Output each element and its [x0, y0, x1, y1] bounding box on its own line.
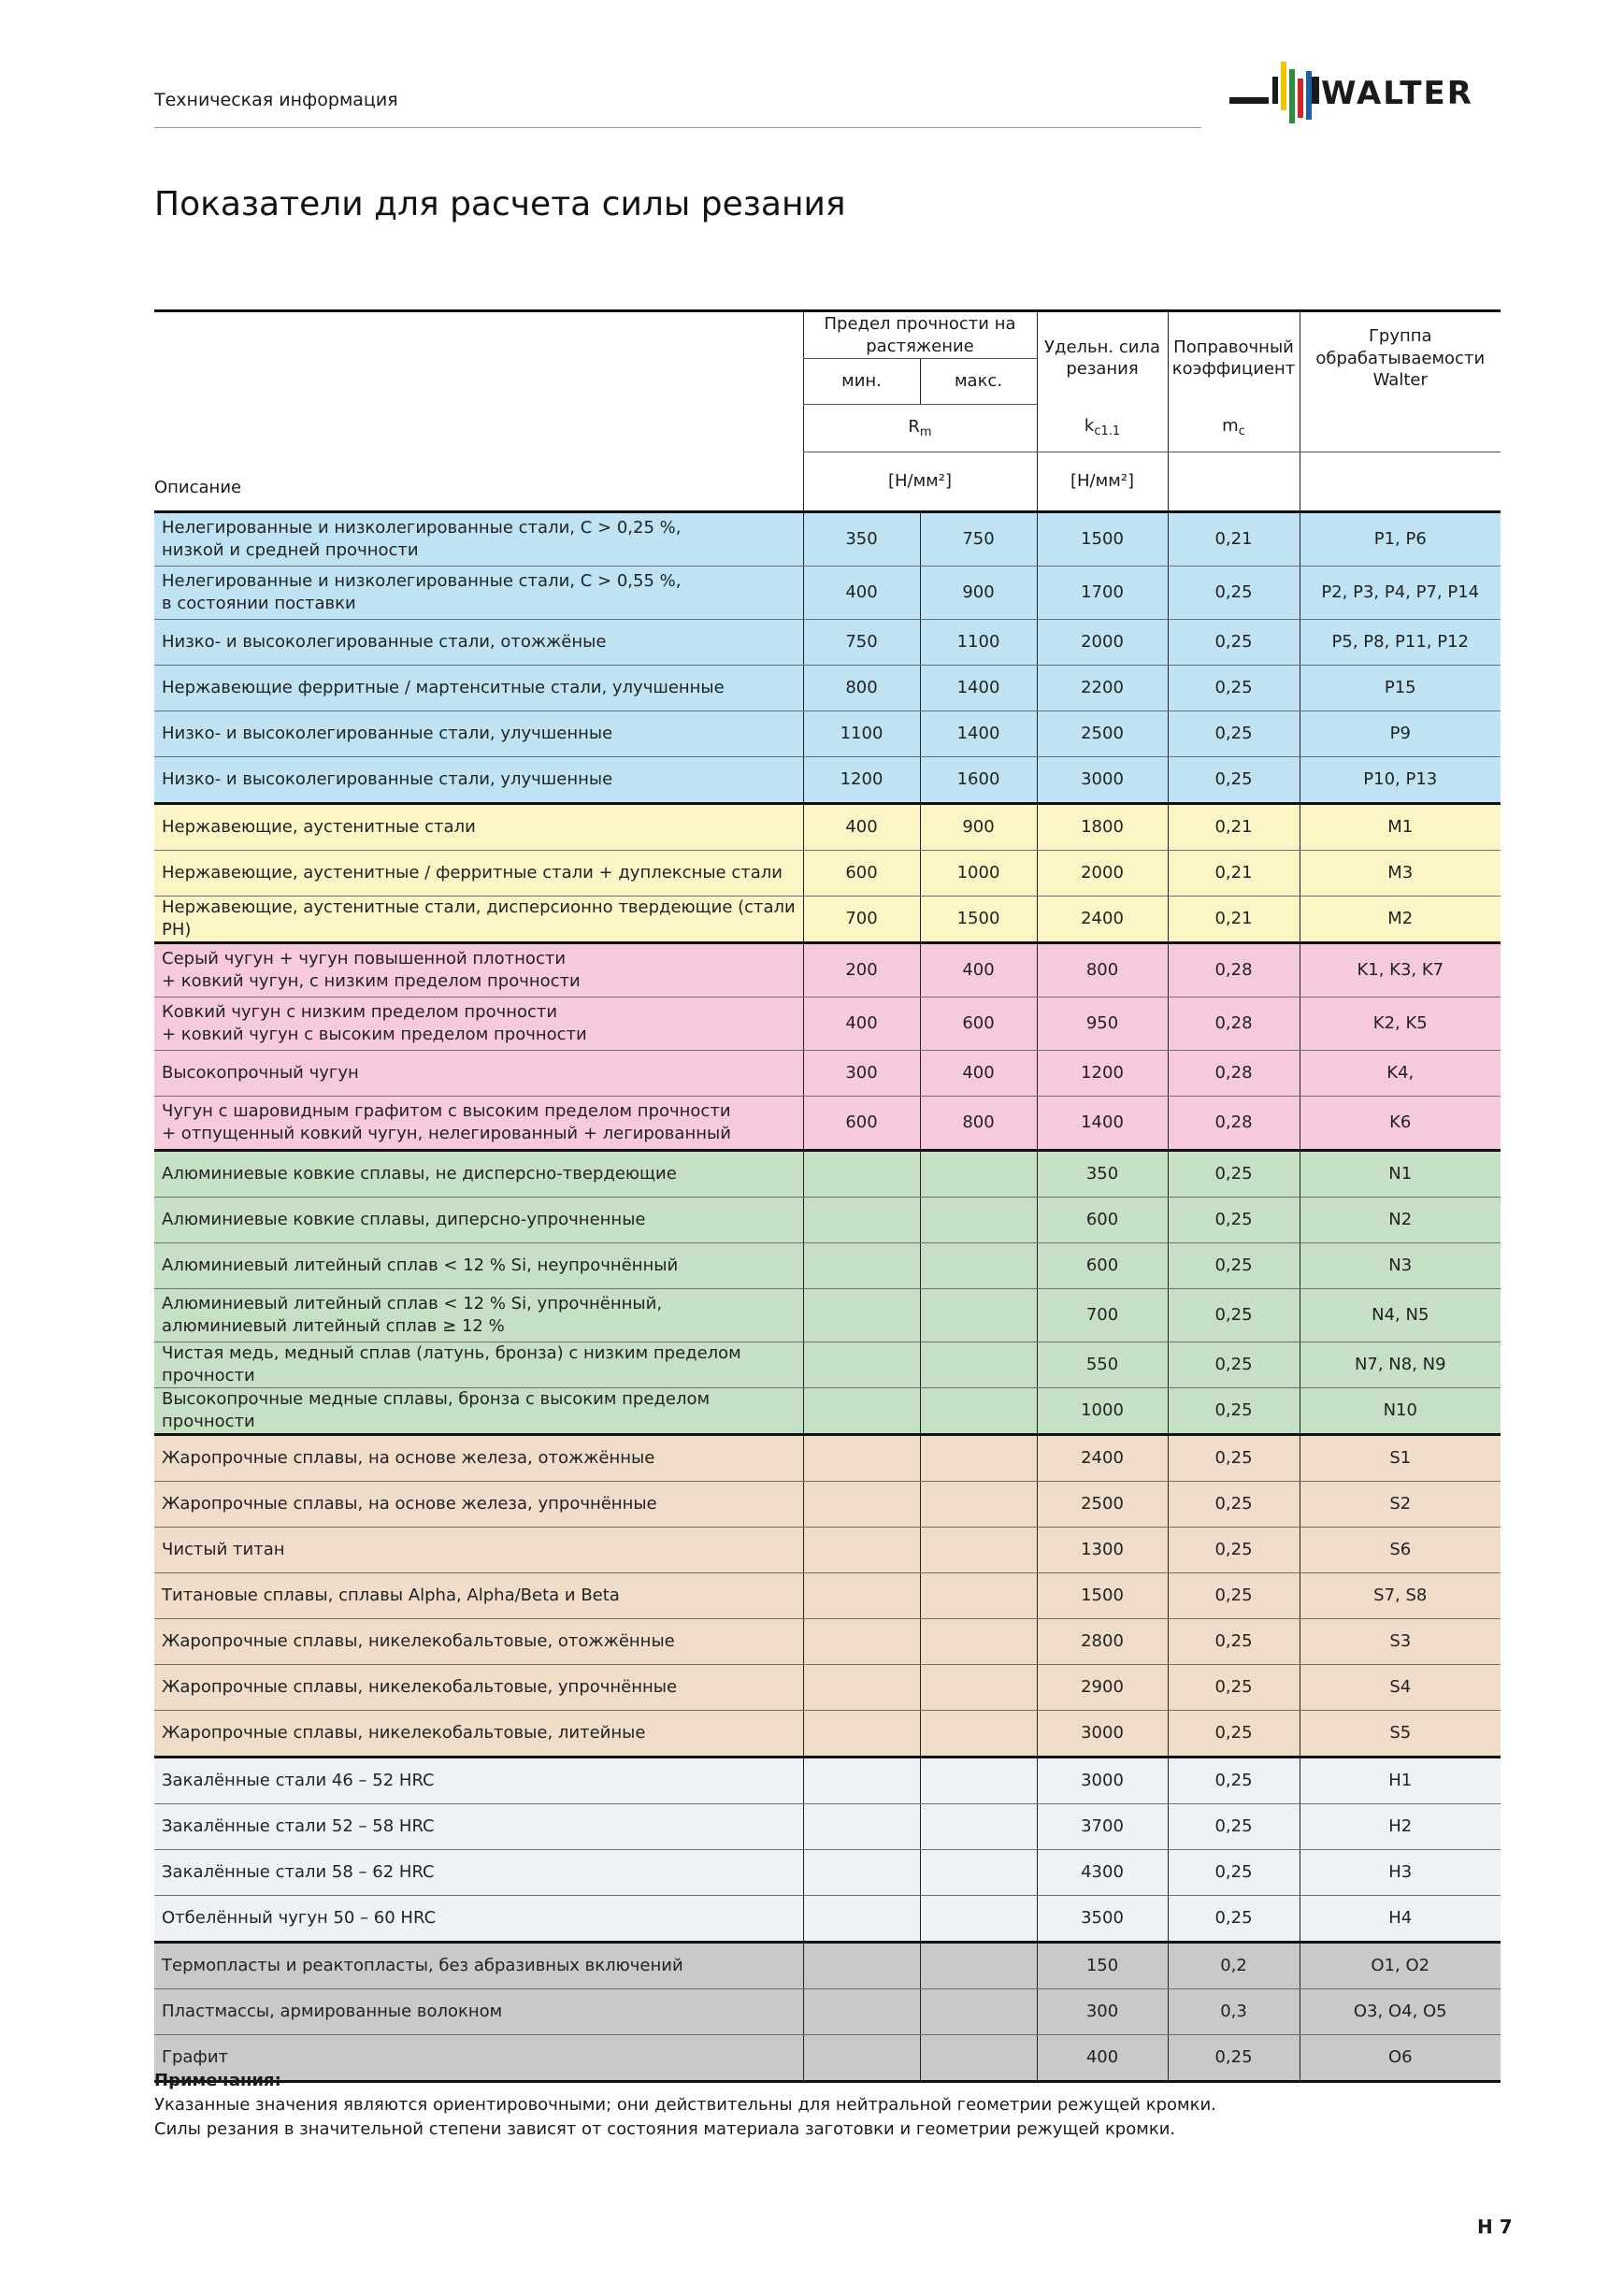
svg-text:WALTER: WALTER — [1321, 75, 1473, 112]
walter-group: H2 — [1300, 1803, 1501, 1849]
tensile-max: 750 — [920, 511, 1037, 566]
notes — [154, 2069, 1216, 2142]
specific-force-value: 150 — [1037, 1942, 1168, 1988]
tensile-min: 1100 — [803, 710, 920, 756]
correction-value: 0,25 — [1168, 710, 1300, 756]
specific-force-value: 2000 — [1037, 850, 1168, 896]
tensile-min — [803, 1618, 920, 1664]
tensile-max: 400 — [920, 942, 1037, 997]
tensile-max — [920, 1288, 1037, 1342]
tensile-max — [920, 1527, 1037, 1572]
kc-symbol: $k_{c1.1}$ — [1037, 405, 1168, 452]
walter-group: N1 — [1300, 1150, 1501, 1197]
table-row — [154, 665, 1501, 710]
correction-value: 0,2 — [1168, 1942, 1300, 1988]
correction-value: 0,25 — [1168, 2034, 1300, 2081]
specific-force-value: 2500 — [1037, 710, 1168, 756]
tensile-min — [803, 1242, 920, 1288]
correction-value: 0,3 — [1168, 1988, 1300, 2034]
tensile-max — [920, 1710, 1037, 1757]
specific-force-value: 350 — [1037, 1150, 1168, 1197]
walter-group: P15 — [1300, 665, 1501, 710]
tensile-max — [920, 1895, 1037, 1942]
material-description: Титановые сплавы, сплавы Alpha, Alpha/Beta и Beta — [154, 1572, 803, 1618]
notes-line-1: Указанные значения являются ориентировочными; они действительны для нейтральной геометрии режущей кромки. — [154, 2095, 1216, 2116]
material-description: Низко- и высоколегированные стали, отожжёные — [154, 619, 803, 665]
tensile-max — [920, 1481, 1037, 1527]
tensile-min — [803, 1150, 920, 1197]
correction-value: 0,25 — [1168, 1618, 1300, 1664]
walter-group: N10 — [1300, 1387, 1501, 1434]
material-description: Нержавеющие, аустенитные / ферритные стали + дуплексные стали — [154, 850, 803, 896]
correction-value: 0,28 — [1168, 1050, 1300, 1096]
material-description: Нержавеющие, аустенитные стали, дисперсионно твердеющие (стали PH) — [154, 896, 803, 942]
correction-value: 0,25 — [1168, 1288, 1300, 1342]
table-row — [154, 997, 1501, 1050]
tensile-max: 900 — [920, 803, 1037, 850]
walter-group: N7, N8, N9 — [1300, 1342, 1501, 1387]
tensile-max — [920, 1434, 1037, 1481]
correction-value: 0,21 — [1168, 511, 1300, 566]
tensile-min — [803, 1942, 920, 1988]
material-description: Чистая медь, медный сплав (латунь, бронза) с низким пределом прочности — [154, 1342, 803, 1387]
group-header: Группа обрабатываемости Walter — [1300, 311, 1501, 405]
table-row — [154, 1527, 1501, 1572]
walter-group: N4, N5 — [1300, 1288, 1501, 1342]
material-description: Алюминиевый литейный сплав < 12 % Si, упрочнённый, алюминиевый литейный сплав ≥ 12 % — [154, 1288, 803, 1342]
tensile-min — [803, 1710, 920, 1757]
specific-force-value: 1000 — [1037, 1387, 1168, 1434]
correction-value: 0,25 — [1168, 1197, 1300, 1242]
specific-force-value: 3500 — [1037, 1895, 1168, 1942]
material-description: Алюминиевый литейный сплав < 12 % Si, неупрочнённый — [154, 1242, 803, 1288]
material-description: Жаропрочные сплавы, никелекобальтовые, упрочнённые — [154, 1664, 803, 1710]
walter-group: S5 — [1300, 1710, 1501, 1757]
tensile-min — [803, 1527, 920, 1572]
walter-group: S1 — [1300, 1434, 1501, 1481]
tensile-max: 1600 — [920, 756, 1037, 803]
walter-group: N2 — [1300, 1197, 1501, 1242]
specific-force-value: 400 — [1037, 2034, 1168, 2081]
material-description: Высокопрочные медные сплавы, бронза с высоким пределом прочности — [154, 1387, 803, 1434]
walter-group: S6 — [1300, 1527, 1501, 1572]
table-row — [154, 566, 1501, 619]
table-row — [154, 1988, 1501, 2034]
specific-force-value: 550 — [1037, 1342, 1168, 1387]
walter-group: M3 — [1300, 850, 1501, 896]
table-row — [154, 1096, 1501, 1150]
min-header: мин. — [803, 359, 920, 405]
tensile-min — [803, 1434, 920, 1481]
correction-value: 0,25 — [1168, 566, 1300, 619]
walter-group: S7, S8 — [1300, 1572, 1501, 1618]
walter-group: P1, P6 — [1300, 511, 1501, 566]
table-row — [154, 1942, 1501, 1988]
correction-value: 0,25 — [1168, 1710, 1300, 1757]
table-row — [154, 850, 1501, 896]
correction-header: Поправочный коэффициент — [1168, 311, 1300, 405]
walter-group: M2 — [1300, 896, 1501, 942]
tensile-max — [920, 1387, 1037, 1434]
mc-symbol: $m_c$ — [1168, 405, 1300, 452]
specific-force-value: 2400 — [1037, 896, 1168, 942]
tensile-max — [920, 1197, 1037, 1242]
tensile-max: 1400 — [920, 710, 1037, 756]
tensile-min: 200 — [803, 942, 920, 997]
table-row — [154, 1710, 1501, 1757]
tensile-min — [803, 1342, 920, 1387]
tensile-min: 600 — [803, 1096, 920, 1150]
specific-force-value: 700 — [1037, 1288, 1168, 1342]
correction-value: 0,25 — [1168, 1481, 1300, 1527]
page-number: H 7 — [1477, 2216, 1513, 2238]
correction-value: 0,28 — [1168, 942, 1300, 997]
correction-value: 0,25 — [1168, 1527, 1300, 1572]
tensile-max — [920, 1242, 1037, 1288]
table-row — [154, 511, 1501, 566]
material-description: Нелегированные и низколегированные стали, C > 0,25 %, низкой и средней прочности — [154, 511, 803, 566]
table-row — [154, 1150, 1501, 1197]
specific-force-value: 3000 — [1037, 1757, 1168, 1803]
correction-value: 0,28 — [1168, 1096, 1300, 1150]
material-description: Жаропрочные сплавы, никелекобальтовые, отожжённые — [154, 1618, 803, 1664]
max-header: макс. — [920, 359, 1037, 405]
walter-group: P5, P8, P11, P12 — [1300, 619, 1501, 665]
tensile-max: 1100 — [920, 619, 1037, 665]
table-row — [154, 1664, 1501, 1710]
rm-unit: [Н/мм²] — [803, 452, 1037, 512]
walter-group: K6 — [1300, 1096, 1501, 1150]
correction-value: 0,25 — [1168, 1803, 1300, 1849]
table-body — [154, 511, 1501, 2081]
walter-group: P9 — [1300, 710, 1501, 756]
specific-force-value: 3000 — [1037, 1710, 1168, 1757]
specific-force-value: 1500 — [1037, 511, 1168, 566]
material-description: Серый чугун + чугун повышенной плотности + ковкий чугун, с низким пределом прочности — [154, 942, 803, 997]
tensile-max — [920, 1942, 1037, 1988]
table-row — [154, 1197, 1501, 1242]
walter-group: M1 — [1300, 803, 1501, 850]
specific-force-value: 300 — [1037, 1988, 1168, 2034]
walter-logo — [1229, 58, 1510, 133]
cutting-force-table — [154, 309, 1501, 2083]
correction-value: 0,25 — [1168, 1849, 1300, 1895]
tensile-max: 900 — [920, 566, 1037, 619]
tensile-min — [803, 1803, 920, 1849]
tensile-max — [920, 1803, 1037, 1849]
material-description: Высокопрочный чугун — [154, 1050, 803, 1096]
walter-group: O1, O2 — [1300, 1942, 1501, 1988]
walter-group: H1 — [1300, 1757, 1501, 1803]
table-row — [154, 803, 1501, 850]
specific-force-value: 4300 — [1037, 1849, 1168, 1895]
tensile-max — [920, 1757, 1037, 1803]
description-header: Описание — [154, 452, 803, 512]
tensile-max — [920, 1664, 1037, 1710]
correction-value: 0,25 — [1168, 1895, 1300, 1942]
table-row — [154, 1618, 1501, 1664]
material-description: Жаропрочные сплавы, на основе железа, отожжённые — [154, 1434, 803, 1481]
tensile-min — [803, 1197, 920, 1242]
table-row — [154, 896, 1501, 942]
tensile-min — [803, 1895, 920, 1942]
walter-group: K4, — [1300, 1050, 1501, 1096]
specific-force-value: 600 — [1037, 1197, 1168, 1242]
tensile-max — [920, 1988, 1037, 2034]
notes-title: Примечания: — [154, 2071, 281, 2090]
walter-group: K1, K3, K7 — [1300, 942, 1501, 997]
tensile-min: 300 — [803, 1050, 920, 1096]
tensile-min — [803, 1849, 920, 1895]
material-description: Закалённые стали 58 – 62 HRC — [154, 1849, 803, 1895]
tensile-max: 1400 — [920, 665, 1037, 710]
specific-force-value: 1500 — [1037, 1572, 1168, 1618]
rm-symbol: $R_m$ — [803, 405, 1037, 452]
table-row — [154, 1387, 1501, 1434]
specific-force-value: 2900 — [1037, 1664, 1168, 1710]
specific-force-value: 1200 — [1037, 1050, 1168, 1096]
tensile-max: 1000 — [920, 850, 1037, 896]
walter-group: S2 — [1300, 1481, 1501, 1527]
specific-force-value: 800 — [1037, 942, 1168, 997]
specific-force-value: 950 — [1037, 997, 1168, 1050]
correction-value: 0,25 — [1168, 756, 1300, 803]
table-row — [154, 1434, 1501, 1481]
correction-value: 0,25 — [1168, 1387, 1300, 1434]
tensile-min — [803, 1288, 920, 1342]
tensile-min: 1200 — [803, 756, 920, 803]
tensile-min — [803, 1757, 920, 1803]
material-description: Низко- и высоколегированные стали, улучшенные — [154, 756, 803, 803]
walter-group: O3, O4, O5 — [1300, 1988, 1501, 2034]
specific-force-value: 2500 — [1037, 1481, 1168, 1527]
tensile-min: 800 — [803, 665, 920, 710]
table-row — [154, 1481, 1501, 1527]
specific-force-value: 1800 — [1037, 803, 1168, 850]
tensile-max: 600 — [920, 997, 1037, 1050]
tensile-min: 400 — [803, 997, 920, 1050]
table-row — [154, 756, 1501, 803]
specific-force-value: 600 — [1037, 1242, 1168, 1288]
tensile-min: 350 — [803, 511, 920, 566]
tensile-min — [803, 1572, 920, 1618]
table-row — [154, 1342, 1501, 1387]
specific-force-value: 2000 — [1037, 619, 1168, 665]
tensile-max — [920, 1342, 1037, 1387]
tensile-min: 400 — [803, 803, 920, 850]
correction-value: 0,21 — [1168, 850, 1300, 896]
specific-force-value: 2800 — [1037, 1618, 1168, 1664]
header-divider — [154, 127, 1201, 128]
tensile-max: 800 — [920, 1096, 1037, 1150]
walter-group: N3 — [1300, 1242, 1501, 1288]
tensile-max — [920, 1618, 1037, 1664]
tensile-min: 600 — [803, 850, 920, 896]
material-description: Ковкий чугун с низким пределом прочности + ковкий чугун с высоким пределом прочности — [154, 997, 803, 1050]
correction-value: 0,21 — [1168, 896, 1300, 942]
section-label: Техническая информация — [154, 90, 398, 110]
specific-force-header: Удельн. сила резания — [1037, 311, 1168, 405]
material-description: Низко- и высоколегированные стали, улучшенные — [154, 710, 803, 756]
material-description: Закалённые стали 52 – 58 HRC — [154, 1803, 803, 1849]
walter-group: S4 — [1300, 1664, 1501, 1710]
table-row — [154, 1242, 1501, 1288]
table-row — [154, 619, 1501, 665]
tensile-min: 700 — [803, 896, 920, 942]
tensile-min — [803, 1988, 920, 2034]
correction-value: 0,25 — [1168, 1572, 1300, 1618]
walter-group: K2, K5 — [1300, 997, 1501, 1050]
specific-force-value: 2400 — [1037, 1434, 1168, 1481]
table-row — [154, 1572, 1501, 1618]
walter-group: S3 — [1300, 1618, 1501, 1664]
table-row — [154, 710, 1501, 756]
specific-force-value: 2200 — [1037, 665, 1168, 710]
table-row — [154, 1050, 1501, 1096]
tensile-max: 400 — [920, 1050, 1037, 1096]
correction-value: 0,25 — [1168, 1434, 1300, 1481]
walter-group: H3 — [1300, 1849, 1501, 1895]
correction-value: 0,25 — [1168, 1757, 1300, 1803]
correction-value: 0,25 — [1168, 1242, 1300, 1288]
material-description: Алюминиевые ковкие сплавы, диперсно-упрочненные — [154, 1197, 803, 1242]
material-description: Отбелённый чугун 50 – 60 HRC — [154, 1895, 803, 1942]
material-description: Чугун с шаровидным графитом с высоким пределом прочности + отпущенный ковкий чугун, нелегированный + легированный — [154, 1096, 803, 1150]
specific-force-value: 1700 — [1037, 566, 1168, 619]
walter-group: H4 — [1300, 1895, 1501, 1942]
tensile-min: 400 — [803, 566, 920, 619]
correction-value: 0,25 — [1168, 1664, 1300, 1710]
tensile-header: Предел прочности на растяжение — [803, 311, 1037, 359]
table-row — [154, 1849, 1501, 1895]
notes-line-2: Силы резания в значительной степени зависят от состояния материала заготовки и геометрии режущей кромки. — [154, 2119, 1176, 2140]
material-description: Жаропрочные сплавы, на основе железа, упрочнённые — [154, 1481, 803, 1527]
material-description: Закалённые стали 46 – 52 HRC — [154, 1757, 803, 1803]
material-description: Алюминиевые ковкие сплавы, не дисперсно-твердеющие — [154, 1150, 803, 1197]
material-description: Пластмассы, армированные волокном — [154, 1988, 803, 2034]
tensile-max — [920, 1849, 1037, 1895]
material-description: Графит — [154, 2034, 803, 2081]
tensile-max: 1500 — [920, 896, 1037, 942]
walter-group: P2, P3, P4, P7, P14 — [1300, 566, 1501, 619]
correction-value: 0,21 — [1168, 803, 1300, 850]
material-description: Чистый титан — [154, 1527, 803, 1572]
table-row — [154, 1757, 1501, 1803]
tensile-max — [920, 1572, 1037, 1618]
table-row — [154, 1803, 1501, 1849]
correction-value: 0,25 — [1168, 619, 1300, 665]
material-description: Нержавеющие ферритные / мартенситные стали, улучшенные — [154, 665, 803, 710]
correction-value: 0,28 — [1168, 997, 1300, 1050]
material-description: Термопласты и реактопласты, без абразивных включений — [154, 1942, 803, 1988]
kc-unit: [Н/мм²] — [1037, 452, 1168, 512]
tensile-min — [803, 1481, 920, 1527]
material-description: Нержавеющие, аустенитные стали — [154, 803, 803, 850]
correction-value: 0,25 — [1168, 1342, 1300, 1387]
material-description: Нелегированные и низколегированные стали, C > 0,55 %, в состоянии поставки — [154, 566, 803, 619]
walter-group: O6 — [1300, 2034, 1501, 2081]
tensile-min — [803, 1387, 920, 1434]
tensile-min: 750 — [803, 619, 920, 665]
walter-group: P10, P13 — [1300, 756, 1501, 803]
table-row — [154, 1895, 1501, 1942]
table-row — [154, 1288, 1501, 1342]
table-row — [154, 942, 1501, 997]
tensile-min — [803, 1664, 920, 1710]
material-description: Жаропрочные сплавы, никелекобальтовые, литейные — [154, 1710, 803, 1757]
specific-force-value: 1400 — [1037, 1096, 1168, 1150]
tensile-max — [920, 1150, 1037, 1197]
specific-force-value: 3000 — [1037, 756, 1168, 803]
correction-value: 0,25 — [1168, 665, 1300, 710]
specific-force-value: 1300 — [1037, 1527, 1168, 1572]
specific-force-value: 3700 — [1037, 1803, 1168, 1849]
correction-value: 0,25 — [1168, 1150, 1300, 1197]
page-title: Показатели для расчета силы резания — [154, 185, 846, 223]
